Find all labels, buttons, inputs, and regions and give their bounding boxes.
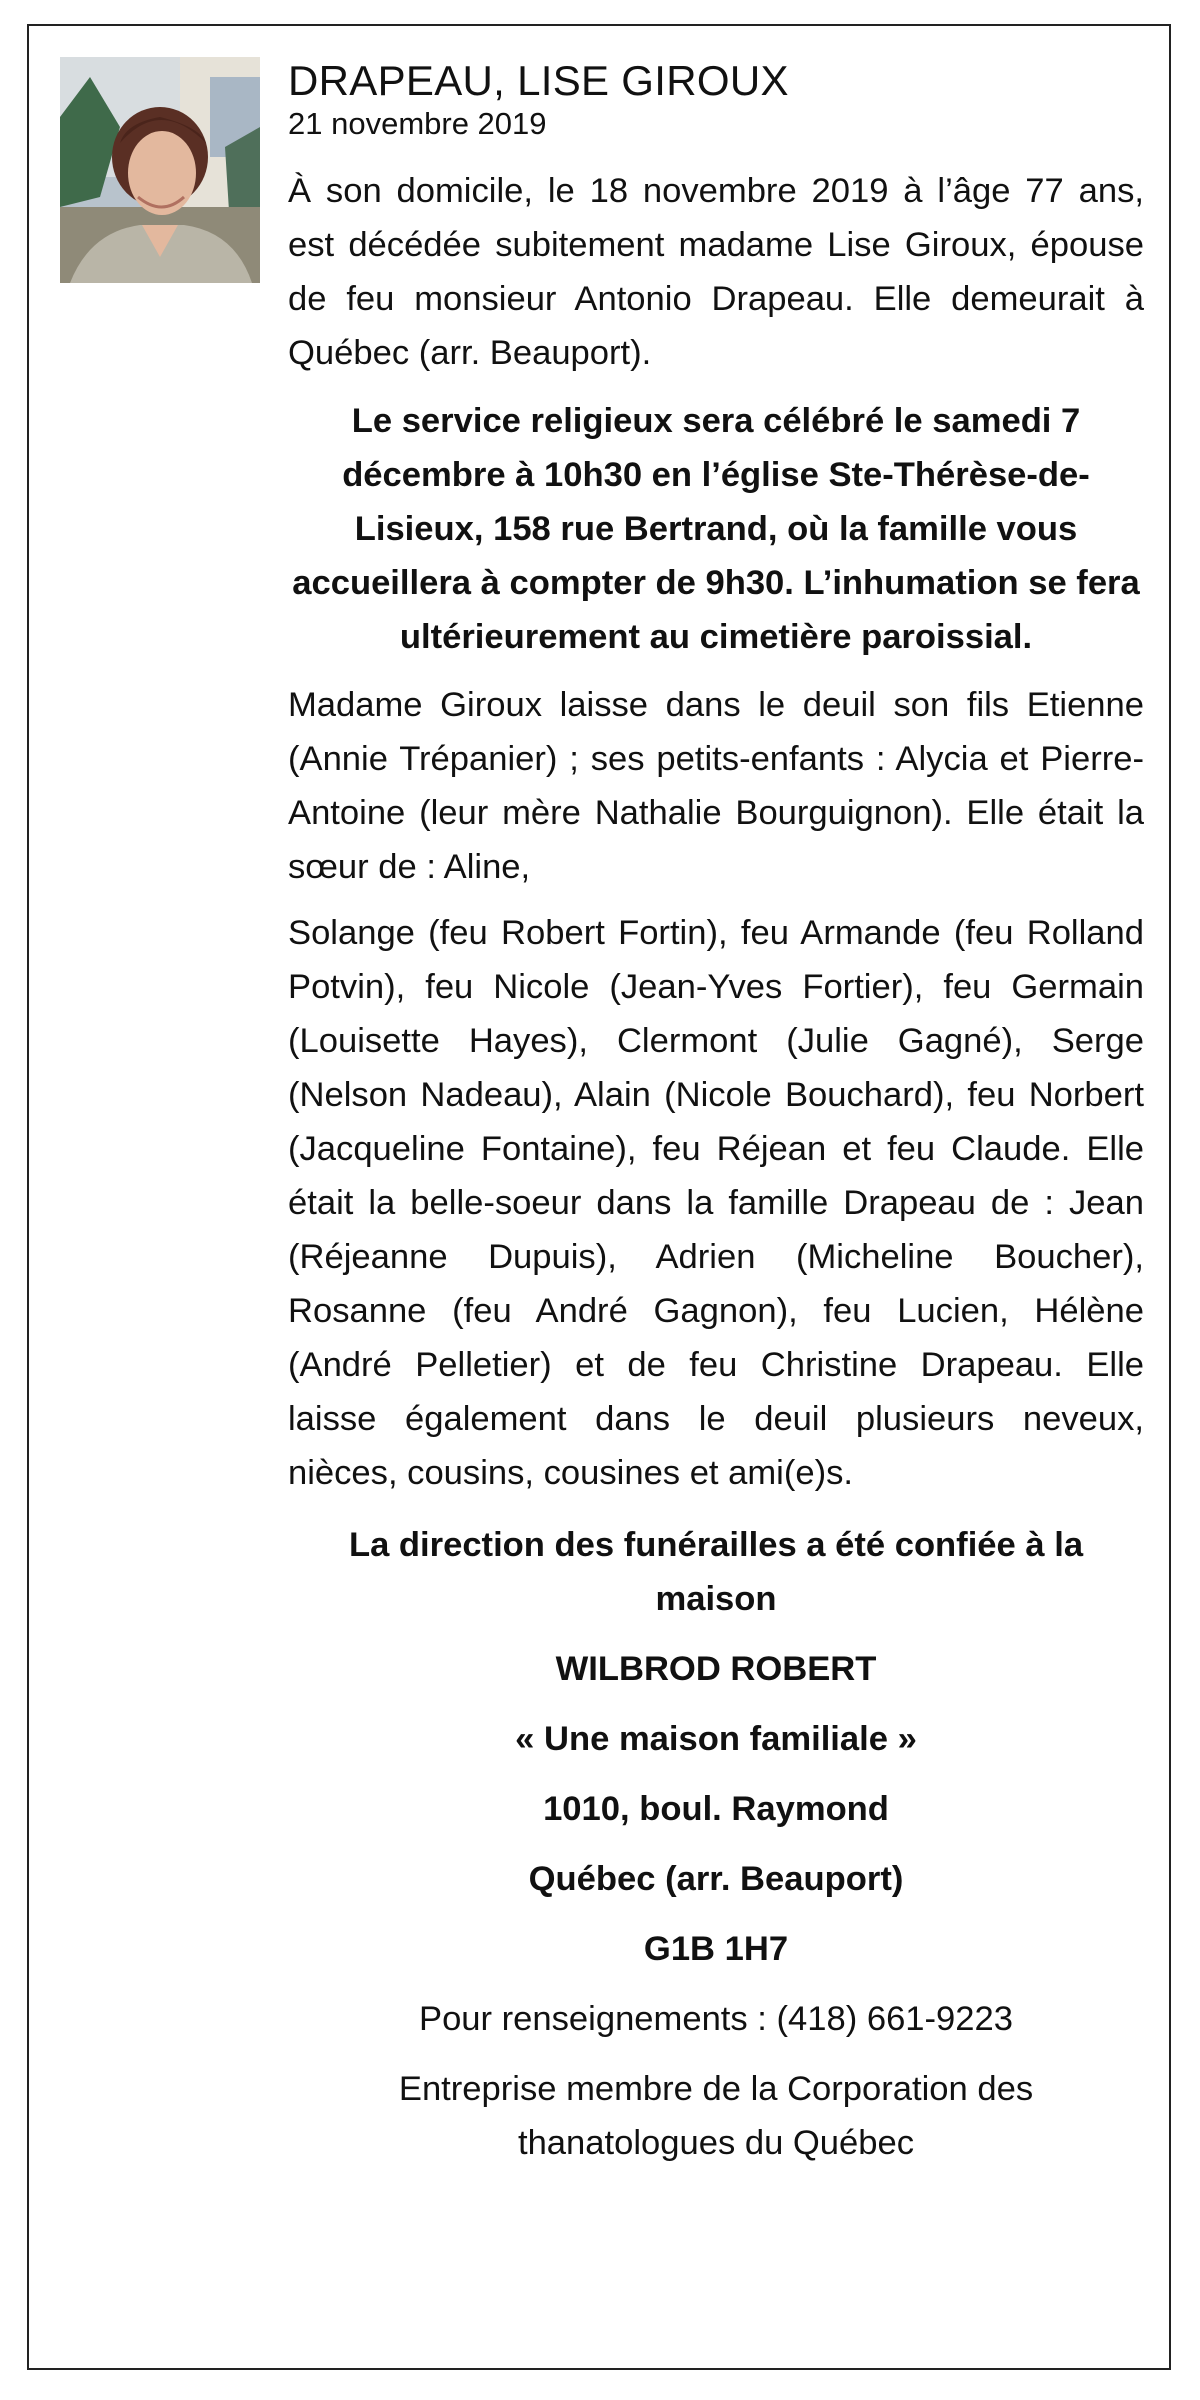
service-paragraph: Le service religieux sera célébré le samedi 7 décembre à 10h30 en l’église Ste-Thérèse-de-Lisieux, 158 rue Bertrand, où la famille vous accueillera à compter de 9h30. L’inhumation se fera ultérieurement au cimetière paroissial. (292, 402, 1140, 656)
portrait-photo (60, 57, 260, 283)
funeral-direction-text: La direction des funérailles a été confiée à la maison (348, 1526, 1084, 1618)
funeral-home-address: 1010, boul. Raymond (543, 1790, 889, 1828)
intro-paragraph: À son domicile, le 18 novembre 2019 à l’âge 77 ans, est décédée subitement madame Lise Giroux, épouse de feu monsieur Antonio Drapeau. Elle demeurait à Québec (arr. Beauport). (288, 172, 1144, 372)
obituary-content (288, 56, 1144, 2170)
family-paragraph-2: Solange (feu Robert Fortin), feu Armande (feu Rolland Potvin), feu Nicole (Jean-Yves Fortier), feu Germain (Louisette Hayes), Clermont (Julie Gagné), Serge (Nelson Nadeau), Alain (Nicole Bouchard), feu Norbert (Jacqueline Fontaine), feu Réjean et feu Claude. Elle était la belle-soeur dans la famille Drapeau de : Jean (Réjeanne Dupuis), Adrien (Micheline Boucher), Rosanne (feu André Gagnon), feu Lucien, Hélène (André Pelletier) et de feu Christine Drapeau. Elle laisse également dans le deuil plusieurs neveux, nièces, cousins, cousines et ami(e)s. (288, 914, 1144, 1492)
corporation-membership: Entreprise membre de la Corporation des thanatologues du Québec (398, 2070, 1034, 2162)
contact-phone: Pour renseignements : (418) 661-9223 (419, 2000, 1013, 2038)
funeral-home-name: WILBROD ROBERT (555, 1650, 877, 1688)
publication-date: 21 novembre 2019 (288, 106, 547, 141)
family-paragraph-1: Madame Giroux laisse dans le deuil son fils Etienne (Annie Trépanier) ; ses petits-enfants : Alycia et Pierre-Antoine (leur mère Nathalie Bourguignon). Elle était la sœur de : Aline, (288, 686, 1144, 886)
funeral-home-slogan: « Une maison familiale » (515, 1720, 917, 1758)
obituary-frame (27, 24, 1171, 2370)
funeral-home-city: Québec (arr. Beauport) (528, 1860, 904, 1898)
funeral-home-postal-code: G1B 1H7 (643, 1930, 789, 1968)
deceased-name: DRAPEAU, LISE GIROUX (288, 57, 789, 104)
